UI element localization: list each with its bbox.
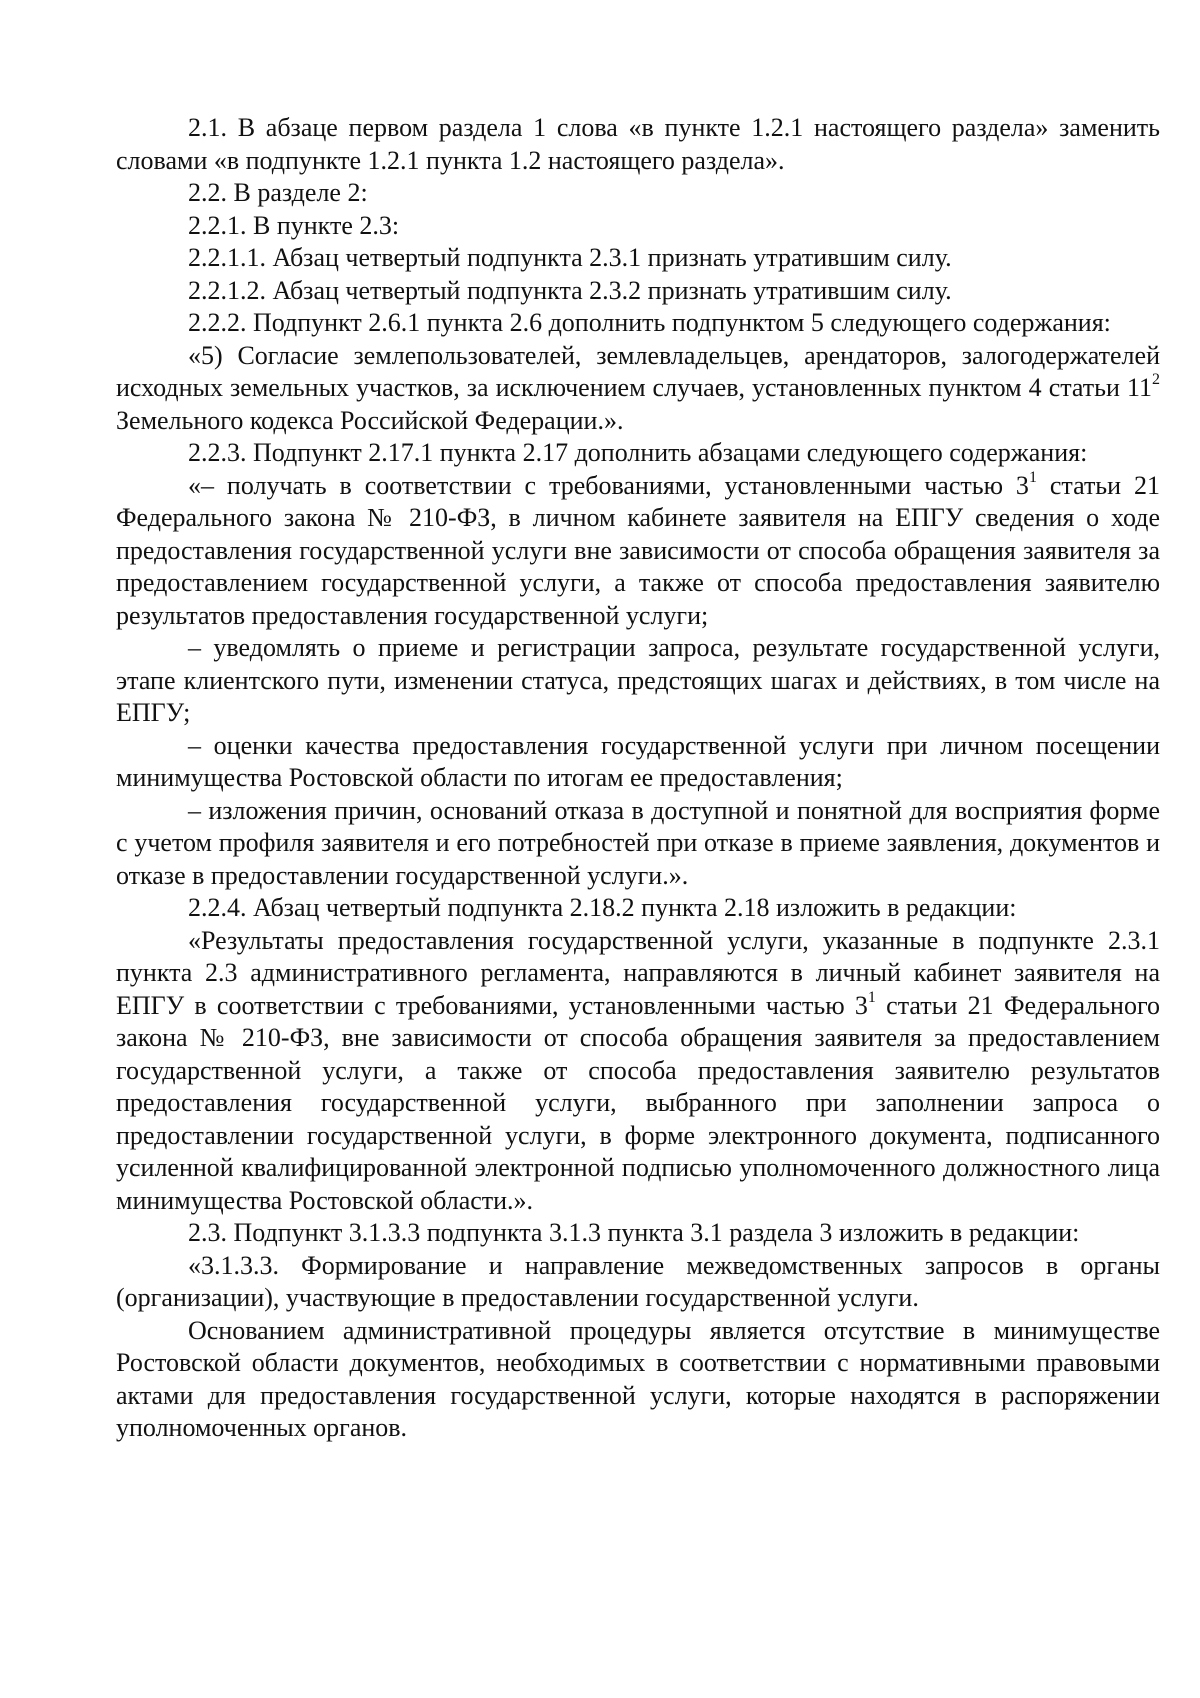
results-quote-text-after: статьи 21 Федерального закона № 210-ФЗ, вне зависимости от способа обращения заявителя за предоставлением государственной услуги, а также от способа предоставления заявителю результатов предоставления государственной услуги, выбранного при заполнении запроса о предоставлении государственной услуги, в форме электронного документа, подписанного усиленной квалифицированной электронной подписью уполномоченного должностного лица минимущества Ростовской области.». xyxy=(116,990,1160,1215)
quote-5-text-after: Земельного кодекса Российской Федерации.». xyxy=(116,405,624,435)
paragraph-2-3: 2.3. Подпункт 3.1.3.3 подпункта 3.1.3 пункта 3.1 раздела 3 изложить в редакции: xyxy=(188,1218,1080,1247)
paragraph-refusal-reasons: – изложения причин, оснований отказа в доступной и понятной для восприятия форме с учетом профиля заявителя и его потребностей при отказе в приеме заявления, документов и отказе в предоставлении государственной услуги.». xyxy=(116,795,1160,890)
paragraph-quote-5 xyxy=(116,340,1160,438)
receive-info-text-after: статьи 21 Федерального закона № 210-ФЗ, в личном кабинете заявителя на ЕПГУ сведения о ходе предоставления государственной услуги вне зависимости от способа обращения заявителя за предоставлением государственной услуги, а также от способа предоставления заявителю результатов предоставления государственной услуги; xyxy=(116,470,1160,630)
quote-5-text-before: «5) Согласие землепользователей, землевладельцев, арендаторов, залогодержателей исходных земельных участков, за исключением случаев, установленных пунктом 4 статьи 11 xyxy=(116,340,1160,402)
receive-info-superscript: 1 xyxy=(1028,468,1037,486)
paragraph-2-2-4: 2.2.4. Абзац четвертый подпункта 2.18.2 пункта 2.18 изложить в редакции: xyxy=(188,893,1017,922)
receive-info-text-before: «– получать в соответствии с требованиями, установленными частью 3 xyxy=(188,470,1029,500)
paragraph-2-2-2: 2.2.2. Подпункт 2.6.1 пункта 2.6 дополнить подпунктом 5 следующего содержания: xyxy=(188,308,1111,337)
paragraph-receive-info xyxy=(116,470,1160,633)
results-quote-text-before: «Результаты предоставления государственной услуги, указанные в подпункте 2.3.1 пункта 2.3 административного регламента, направляются в личный кабинет заявителя на ЕПГУ в соответствии с требованиями, установленными частью 3 xyxy=(116,925,1160,1020)
paragraph-2-2-1-2: 2.2.1.2. Абзац четвертый подпункта 2.3.2 признать утратившим силу. xyxy=(188,275,952,305)
paragraph-2-2-3: 2.2.3. Подпункт 2.17.1 пункта 2.17 дополнить абзацами следующего содержания: xyxy=(188,438,1088,467)
paragraph-2-2-1-1: 2.2.1.1. Абзац четвертый подпункта 2.3.1 признать утратившим силу. xyxy=(188,243,952,272)
paragraph-basis: Основанием административной процедуры является отсутствие в минимуществе Ростовской области документов, необходимых в соответствии с нормативными правовыми актами для предоставления государственной услуги, которые находятся в распоряжении уполномоченных органов. xyxy=(116,1315,1160,1442)
paragraph-notify: – уведомлять о приеме и регистрации запроса, результате государственной услуги, этапе клиентского пути, изменении статуса, предстоящих шагах и действиях, в том числе на ЕПГУ; xyxy=(116,633,1160,727)
results-quote-superscript: 1 xyxy=(867,988,876,1006)
document-page xyxy=(116,112,1160,1445)
paragraph-2-2: 2.2. В разделе 2: xyxy=(188,178,368,207)
paragraph-2-2-1: 2.2.1. В пункте 2.3: xyxy=(188,210,400,240)
quote-5-superscript: 2 xyxy=(1152,371,1160,389)
paragraph-2-1: 2.1. В абзаце первом раздела 1 слова «в пункте 1.2.1 настоящего раздела» заменить словами «в подпункте 1.2.1 пункта 1.2 настоящего раздела». xyxy=(116,113,1160,175)
paragraph-quality-rating: – оценки качества предоставления государственной услуги при личном посещении минимущества Ростовской области по итогам ее предоставления; xyxy=(116,730,1160,792)
paragraph-3-1-3-3: «3.1.3.3. Формирование и направление межведомственных запросов в органы (организации), участвующие в предоставлении государственной услуги. xyxy=(116,1250,1160,1312)
paragraph-results-quote xyxy=(116,925,1160,1218)
